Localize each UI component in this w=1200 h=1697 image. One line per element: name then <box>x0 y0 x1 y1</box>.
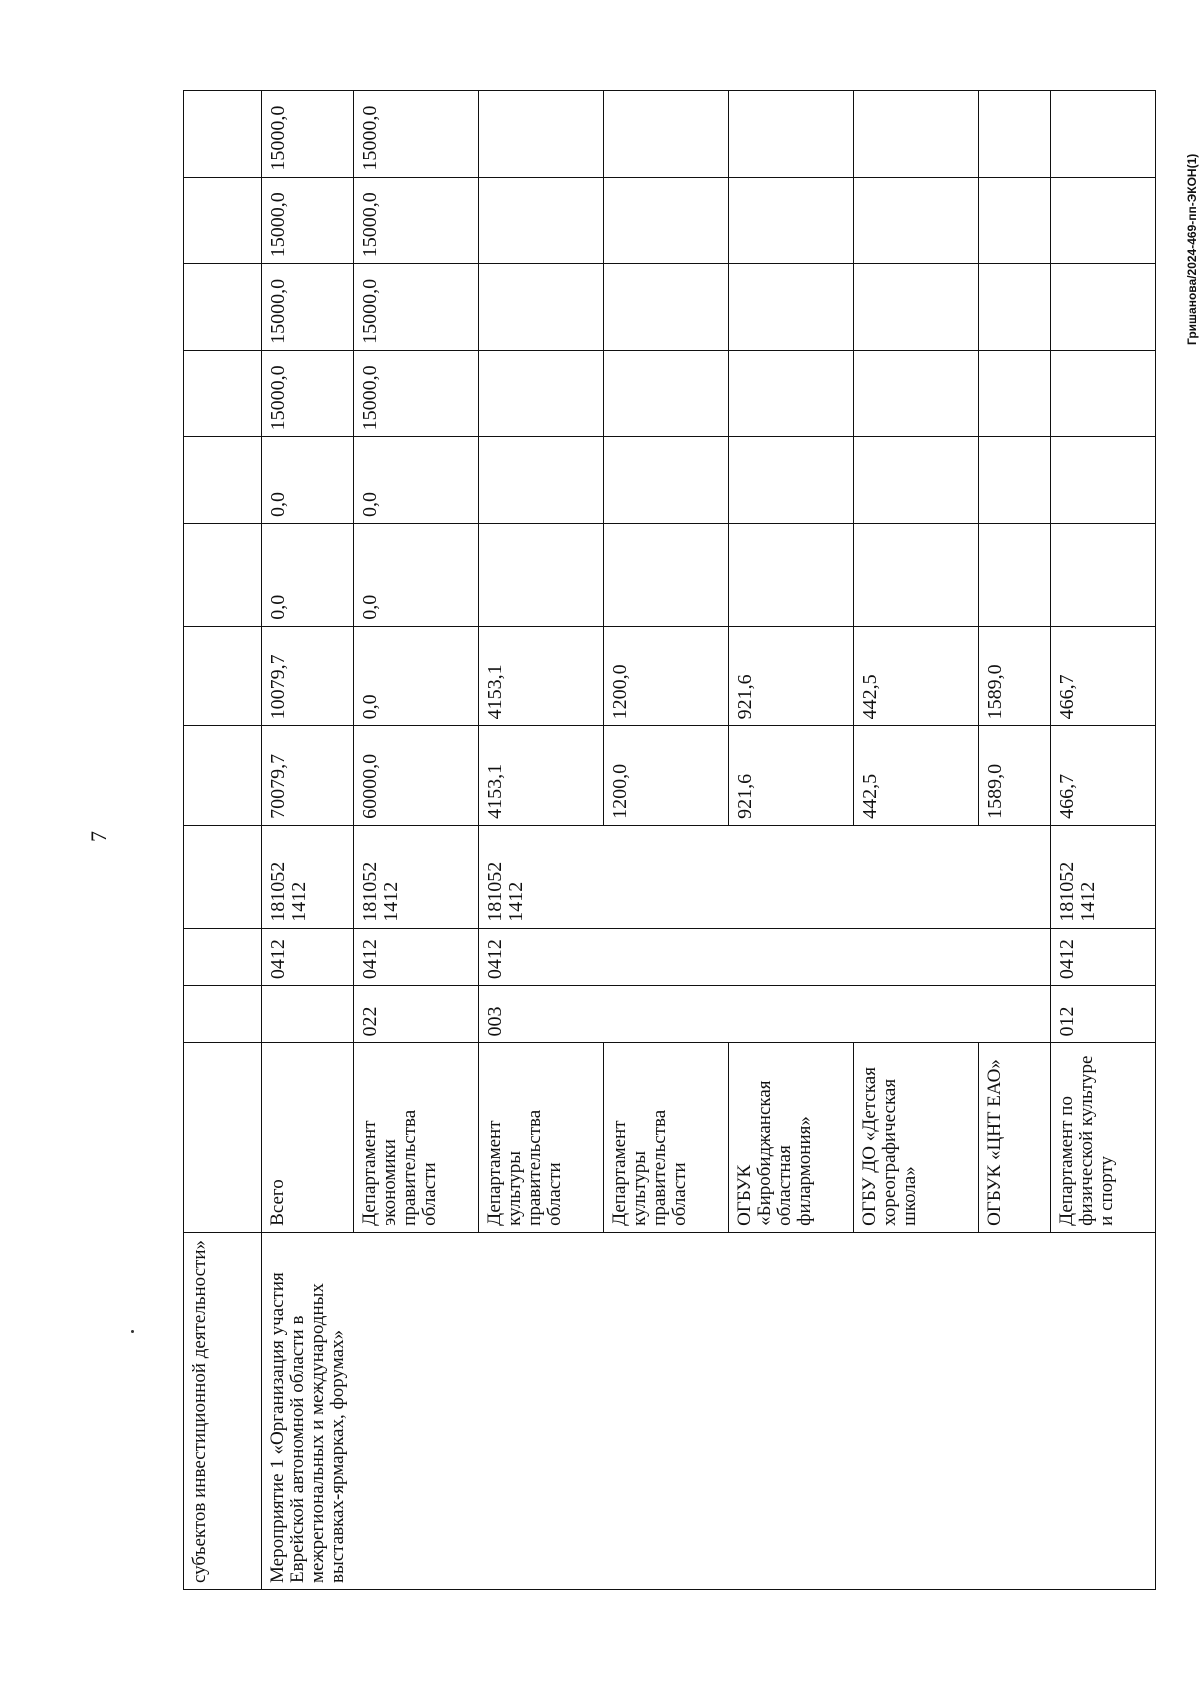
year-2025-cell: 0,0 <box>354 523 479 626</box>
rz-cell: 0412 <box>1051 928 1156 985</box>
year-2030-cell: 15000,0 <box>354 91 479 178</box>
year-2025-cell <box>184 523 262 626</box>
year-2029-cell: 15000,0 <box>354 177 479 264</box>
executor-cell: Департамент по физической культуре и спорту <box>1051 1043 1156 1232</box>
year-2028-cell <box>979 264 1051 351</box>
rz-cell <box>184 928 262 985</box>
year-2024-cell: 0,0 <box>354 626 479 726</box>
year-2025-cell <box>854 523 979 626</box>
year-2026-cell <box>854 437 979 524</box>
csr-cell: 181052 1412 <box>1051 825 1156 928</box>
rz-cell <box>979 928 1051 985</box>
footer-code: Гришанова/2024-469-пп-ЭКОН(1) <box>1185 153 1199 345</box>
grbs-cell <box>854 986 979 1043</box>
measure-cell <box>604 1232 729 1589</box>
table-row <box>604 91 729 1590</box>
csr-cell <box>979 825 1051 928</box>
year-2025-cell <box>979 523 1051 626</box>
grbs-cell: 022 <box>354 986 479 1043</box>
grbs-cell <box>262 986 354 1043</box>
year-2027-cell: 15000,0 <box>354 350 479 437</box>
year-2027-cell <box>479 350 604 437</box>
year-2025-cell <box>1051 523 1156 626</box>
year-2024-cell: 442,5 <box>854 626 979 726</box>
total-cell: 921,6 <box>729 726 854 826</box>
year-2029-cell <box>604 177 729 264</box>
year-2024-cell: 1589,0 <box>979 626 1051 726</box>
year-2026-cell <box>979 437 1051 524</box>
year-2030-cell <box>979 91 1051 178</box>
table-row <box>979 91 1051 1590</box>
executor-cell: ОГБУК «Биробиджанская областная филармония» <box>729 1043 854 1232</box>
measure-cell <box>979 1232 1051 1589</box>
year-2026-cell <box>729 437 854 524</box>
executor-cell: ОГБУК «ЦНТ ЕАО» <box>979 1043 1051 1232</box>
year-2029-cell: 15000,0 <box>262 177 354 264</box>
total-cell: 442,5 <box>854 726 979 826</box>
year-2027-cell <box>854 350 979 437</box>
year-2028-cell <box>854 264 979 351</box>
csr-cell <box>729 825 854 928</box>
year-2029-cell <box>729 177 854 264</box>
measure-cell <box>729 1232 854 1589</box>
grbs-cell <box>729 986 854 1043</box>
measure-cell <box>479 1232 604 1589</box>
budget-table-rotated <box>183 90 1138 1590</box>
table-row <box>184 91 262 1590</box>
year-2027-cell <box>1051 350 1156 437</box>
year-2027-cell: 15000,0 <box>262 350 354 437</box>
year-2029-cell <box>184 177 262 264</box>
table-row <box>854 91 979 1590</box>
csr-cell <box>184 825 262 928</box>
total-cell: 466,7 <box>1051 726 1156 826</box>
csr-cell <box>604 825 729 928</box>
year-2027-cell <box>184 350 262 437</box>
year-2024-cell: 10079,7 <box>262 626 354 726</box>
year-2024-cell: 1200,0 <box>604 626 729 726</box>
year-2028-cell <box>479 264 604 351</box>
year-2024-cell: 921,6 <box>729 626 854 726</box>
year-2027-cell <box>729 350 854 437</box>
executor-cell: Всего <box>262 1043 354 1232</box>
year-2026-cell: 0,0 <box>262 437 354 524</box>
year-2026-cell <box>604 437 729 524</box>
year-2024-cell: 4153,1 <box>479 626 604 726</box>
year-2028-cell: 15000,0 <box>354 264 479 351</box>
year-2030-cell <box>854 91 979 178</box>
measure-cell <box>354 1232 479 1589</box>
total-cell: 1200,0 <box>604 726 729 826</box>
grbs-cell <box>979 986 1051 1043</box>
year-2029-cell <box>979 177 1051 264</box>
executor-cell: Департамент культуры правительства области <box>604 1043 729 1232</box>
total-cell: 4153,1 <box>479 726 604 826</box>
table-row <box>354 91 479 1590</box>
year-2026-cell <box>184 437 262 524</box>
total-cell: 70079,7 <box>262 726 354 826</box>
year-2028-cell: 15000,0 <box>262 264 354 351</box>
total-cell <box>184 726 262 826</box>
rz-cell <box>604 928 729 985</box>
year-2026-cell: 0,0 <box>354 437 479 524</box>
year-2030-cell <box>604 91 729 178</box>
year-2025-cell: 0,0 <box>262 523 354 626</box>
csr-cell: 181052 1412 <box>479 825 604 928</box>
year-2026-cell <box>1051 437 1156 524</box>
grbs-cell: 003 <box>479 986 604 1043</box>
year-2027-cell <box>604 350 729 437</box>
year-2029-cell <box>1051 177 1156 264</box>
grbs-cell <box>184 986 262 1043</box>
year-2028-cell <box>184 264 262 351</box>
year-2025-cell <box>604 523 729 626</box>
year-2025-cell <box>729 523 854 626</box>
year-2024-cell <box>184 626 262 726</box>
csr-cell <box>854 825 979 928</box>
year-2028-cell <box>604 264 729 351</box>
year-2028-cell <box>1051 264 1156 351</box>
year-2030-cell <box>479 91 604 178</box>
year-2025-cell <box>479 523 604 626</box>
year-2028-cell <box>729 264 854 351</box>
year-2024-cell: 466,7 <box>1051 626 1156 726</box>
budget-table <box>183 90 1156 1590</box>
total-cell: 60000,0 <box>354 726 479 826</box>
grbs-cell <box>604 986 729 1043</box>
table-row <box>729 91 854 1590</box>
executor-cell: Департамент экономики правительства области <box>354 1043 479 1232</box>
table-row <box>262 91 354 1590</box>
measure-cell: субъектов инвестиционной деятельности» <box>184 1232 262 1589</box>
executor-cell: Департамент культуры правительства области <box>479 1043 604 1232</box>
executor-cell: ОГБУ ДО «Детская хореографическая школа» <box>854 1043 979 1232</box>
rz-cell: 0412 <box>262 928 354 985</box>
table-row <box>479 91 604 1590</box>
year-2029-cell <box>479 177 604 264</box>
executor-cell <box>184 1043 262 1232</box>
page-number: 7 <box>86 831 111 842</box>
rz-cell <box>729 928 854 985</box>
scan-speck <box>131 1330 134 1333</box>
table-row <box>1051 91 1156 1590</box>
grbs-cell: 012 <box>1051 986 1156 1043</box>
measure-cell <box>1051 1232 1156 1589</box>
total-cell: 1589,0 <box>979 726 1051 826</box>
year-2030-cell <box>729 91 854 178</box>
csr-cell: 181052 1412 <box>262 825 354 928</box>
year-2030-cell <box>184 91 262 178</box>
rz-cell <box>854 928 979 985</box>
rz-cell: 0412 <box>479 928 604 985</box>
year-2026-cell <box>479 437 604 524</box>
year-2027-cell <box>979 350 1051 437</box>
year-2029-cell <box>854 177 979 264</box>
year-2030-cell <box>1051 91 1156 178</box>
year-2030-cell: 15000,0 <box>262 91 354 178</box>
measure-cell: Мероприятие 1 «Организация участия Еврейской автономной области в межрегиональных и международных выставках-ярмарках, форумах» <box>262 1232 354 1589</box>
measure-cell <box>854 1232 979 1589</box>
csr-cell: 181052 1412 <box>354 825 479 928</box>
rz-cell: 0412 <box>354 928 479 985</box>
